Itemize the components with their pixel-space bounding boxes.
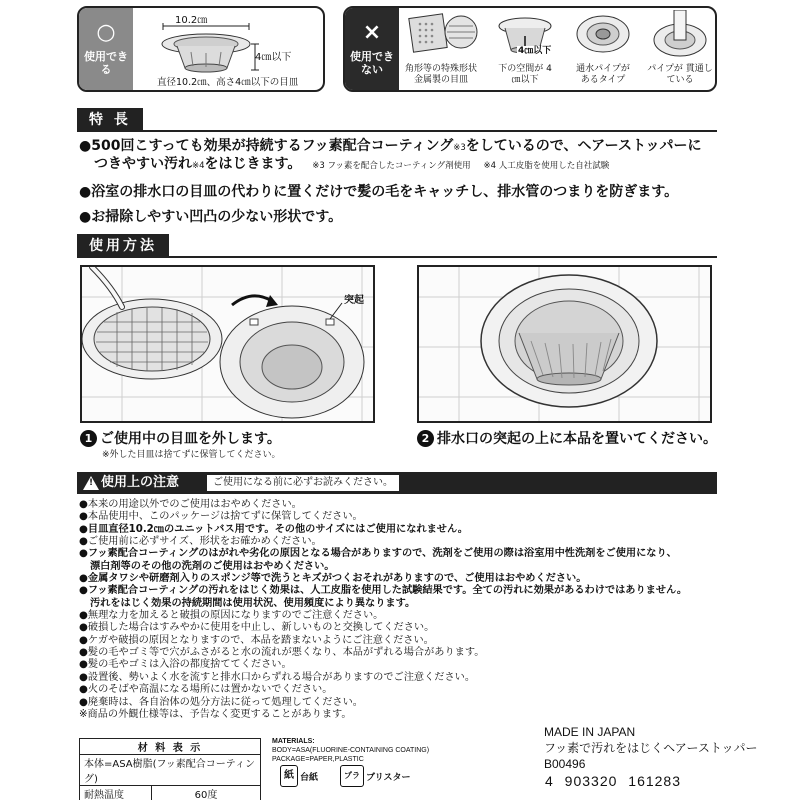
caution-title: 使用上の注意 xyxy=(101,475,180,490)
protrusion-label: 突起 xyxy=(344,295,364,306)
materials-line-body: BODY=ASA(FLUORINE-CONTAINING COATING) xyxy=(272,747,430,754)
step-1-number: 1 xyxy=(80,430,97,447)
caution-item: ●無理な力を加えると破損の原因になりますのでご注意ください。 xyxy=(79,610,384,622)
remove-grate-illustration xyxy=(82,267,375,423)
metal-square-grate-icon xyxy=(403,10,479,62)
recycle-paper xyxy=(280,765,318,787)
caution-item: 漂白剤等のその他の洗剤のご使用はおやめください。 xyxy=(90,560,335,572)
feature-item-2 xyxy=(79,183,719,201)
caution-subtitle: ご使用になる前に必ずお読みください。 xyxy=(207,475,399,491)
incompatible-item-square-metal xyxy=(403,10,479,90)
incompatible-label: 使用できない xyxy=(350,50,394,76)
usage-heading: 使用方法 xyxy=(77,234,169,258)
feature-bullet: ● xyxy=(79,209,92,225)
feature-footnote-ref: ※4 xyxy=(192,161,205,171)
usage-step-1-illustration xyxy=(80,265,375,423)
feature-item-1 xyxy=(79,137,719,157)
warning-triangle-icon: ! xyxy=(83,476,99,490)
materials-line-package: PACKAGE=PAPER,PLASTIC xyxy=(272,756,364,763)
product-code: B00496 xyxy=(544,757,586,771)
caution-heading-bar xyxy=(77,472,717,494)
plastic-recycle-label: ブリスター xyxy=(366,772,411,783)
through-pipe-drain-icon xyxy=(647,10,713,62)
product-name: フッ素で汚れをはじくヘアーストッパー xyxy=(544,741,758,755)
features-rule xyxy=(77,130,717,132)
caution-item: ※商品の外観仕様等は、予告なく変更することがあります。 xyxy=(79,708,352,720)
feature-text-cont: をしているので、ヘアーストッパーに xyxy=(465,138,702,154)
incompatible-caption-water-pipe: 通水パイプが あるタイプ xyxy=(576,64,630,85)
feature-footnote-ref: ※3 xyxy=(453,143,466,153)
incompatible-caption-low-space: 下の空間が 4㎝以下 xyxy=(498,64,552,85)
feature-text: 500回こすっても効果が持続するフッ素配合コーティング xyxy=(91,138,454,154)
caution-item: ●フッ素配合コーティングのはがれや劣化の原因となる場合がありますので、洗剤をご使用の際は浴室用中性洗剤をご使用になり、 xyxy=(79,548,677,560)
caution-item: ●金属タワシや研磨剤入りのスポンジ等で洗うとキズがつくおそれがありますので、ご使用はおやめください。 xyxy=(79,573,587,585)
caution-item: ●設置後、勢いよく水を流すと排水口からずれる場合がありますのでご注意ください。 xyxy=(79,671,476,683)
caution-item: ●目皿直径10.2㎝のユニットバス用です。その他のサイズにはご使用になれません。 xyxy=(79,523,468,535)
cross-mark-icon: × xyxy=(362,20,382,45)
compatible-box xyxy=(77,6,325,92)
circle-mark-icon: ○ xyxy=(96,20,116,45)
feature-text: つきやすい汚れ xyxy=(94,156,192,172)
footnote-4: ※4 人工皮脂を使用した自社試験 xyxy=(483,161,610,171)
caution-item: ●ご使用前に必ずサイズ、形状をお確かめください。 xyxy=(79,536,322,548)
caution-item: ●本来の用途以外でのご使用はおやめください。 xyxy=(79,499,302,510)
materials-english xyxy=(272,737,429,764)
recycle-plastic xyxy=(340,765,410,787)
materials-table xyxy=(79,738,261,800)
caution-item: ●髪の毛やゴミ等で穴がふさがると水の流れが悪くなり、本品がずれる場合があります。 xyxy=(79,647,485,659)
incompatible-item-through-pipe xyxy=(647,10,713,90)
place-stopper-illustration xyxy=(419,267,712,423)
product-info xyxy=(544,724,757,772)
materials-heading: MATERIALS: xyxy=(272,738,315,745)
usage-rule xyxy=(77,256,717,258)
feature-item-3 xyxy=(79,208,719,226)
caution-list xyxy=(79,499,719,721)
features-heading: 特 長 xyxy=(77,108,143,132)
compatible-label: 使用できる xyxy=(84,50,128,76)
incompatible-item-water-pipe xyxy=(571,10,635,90)
drain-cover-illustration xyxy=(151,22,261,74)
caution-item: ●本品使用中、このパッケージは捨てずに保管してください。 xyxy=(79,511,363,523)
incompatible-caption-square-metal: 角形等の特殊形状 金属製の目皿 xyxy=(404,64,477,85)
feature-bullet: ● xyxy=(79,138,92,154)
compatible-caption: 直径10.2㎝、高さ4㎝以下の目皿 xyxy=(157,77,299,88)
heat-resistance-label: 耐熱温度 xyxy=(80,786,152,800)
step-1-note: ※外した目皿は捨てずに保管してください。 xyxy=(102,450,281,460)
incompatible-tag xyxy=(345,8,399,90)
step-2-text: 排水口の突起の上に本品を置いてください。 xyxy=(437,431,717,447)
heat-resistance-value: 60度 xyxy=(152,786,261,800)
feature-text: お掃除しやすい凹凸の少ない形状です。 xyxy=(91,209,343,225)
feature-bullet: ● xyxy=(79,184,92,200)
low-space-dimension: 4㎝以下 xyxy=(518,46,552,56)
width-dimension: 10.2㎝ xyxy=(175,15,208,26)
usage-step-1 xyxy=(80,428,281,448)
paper-recycle-icon: 紙 xyxy=(280,765,298,787)
compatible-tag xyxy=(79,8,133,90)
incompatible-caption-through-pipe: パイプが 貫通している xyxy=(647,64,713,85)
caution-item: ●ケガや破損の原因となりますので、本品を踏まないようにご注意ください。 xyxy=(79,634,434,646)
feature-text: 浴室の排水口の目皿の代わりに置くだけで髪の毛をキャッチし、排水管のつまりを防ぎます。 xyxy=(91,184,679,200)
step-2-number: 2 xyxy=(417,430,434,447)
drain-with-pipe-icon xyxy=(571,10,635,62)
feature-text-cont: をはじきます。 xyxy=(204,156,302,172)
step-1-text: ご使用中の目皿を外します。 xyxy=(100,431,281,447)
caution-item: ●破損した場合はすみやかに使用を中止し、新しいものと交換してください。 xyxy=(79,622,435,634)
made-in: MADE IN JAPAN xyxy=(544,725,636,739)
incompatible-item-low-space xyxy=(495,10,555,90)
incompatible-box xyxy=(343,6,717,92)
caution-item: 汚れをはじく効果の持続期間は使用状況、使用頻度により異なります。 xyxy=(90,597,416,609)
paper-recycle-label: 台紙 xyxy=(300,772,319,783)
caution-item: ●廃棄時は、各自治体の処分方法に従って処理してください。 xyxy=(79,696,363,708)
feature-item-1-cont xyxy=(79,155,719,175)
materials-body: 本体=ASA樹脂(フッ素配合コーティング) xyxy=(80,755,261,786)
height-dimension: 4㎝以下 xyxy=(255,52,292,63)
materials-table-header: 材 料 表 示 xyxy=(80,739,261,755)
usage-step-2-illustration xyxy=(417,265,712,423)
compatibility-row xyxy=(77,6,717,98)
footnote-3: ※3 フッ素を配合したコーティング剤使用 xyxy=(312,161,471,171)
caution-item: ●火のそばや高温になる場所には置かないでください。 xyxy=(79,684,333,696)
plastic-recycle-icon: プラ xyxy=(340,765,364,787)
caution-item: ●フッ素配合コーティングの汚れをはじく効果は、人工皮脂を使用した試験結果です。全ての汚れに効果があるわけではありません。 xyxy=(79,585,688,597)
barcode-number: 4 903320 161283 xyxy=(545,773,681,789)
usage-step-2 xyxy=(417,428,717,448)
caution-item: ●髪の毛やゴミは入浴の都度捨ててください。 xyxy=(79,659,292,671)
